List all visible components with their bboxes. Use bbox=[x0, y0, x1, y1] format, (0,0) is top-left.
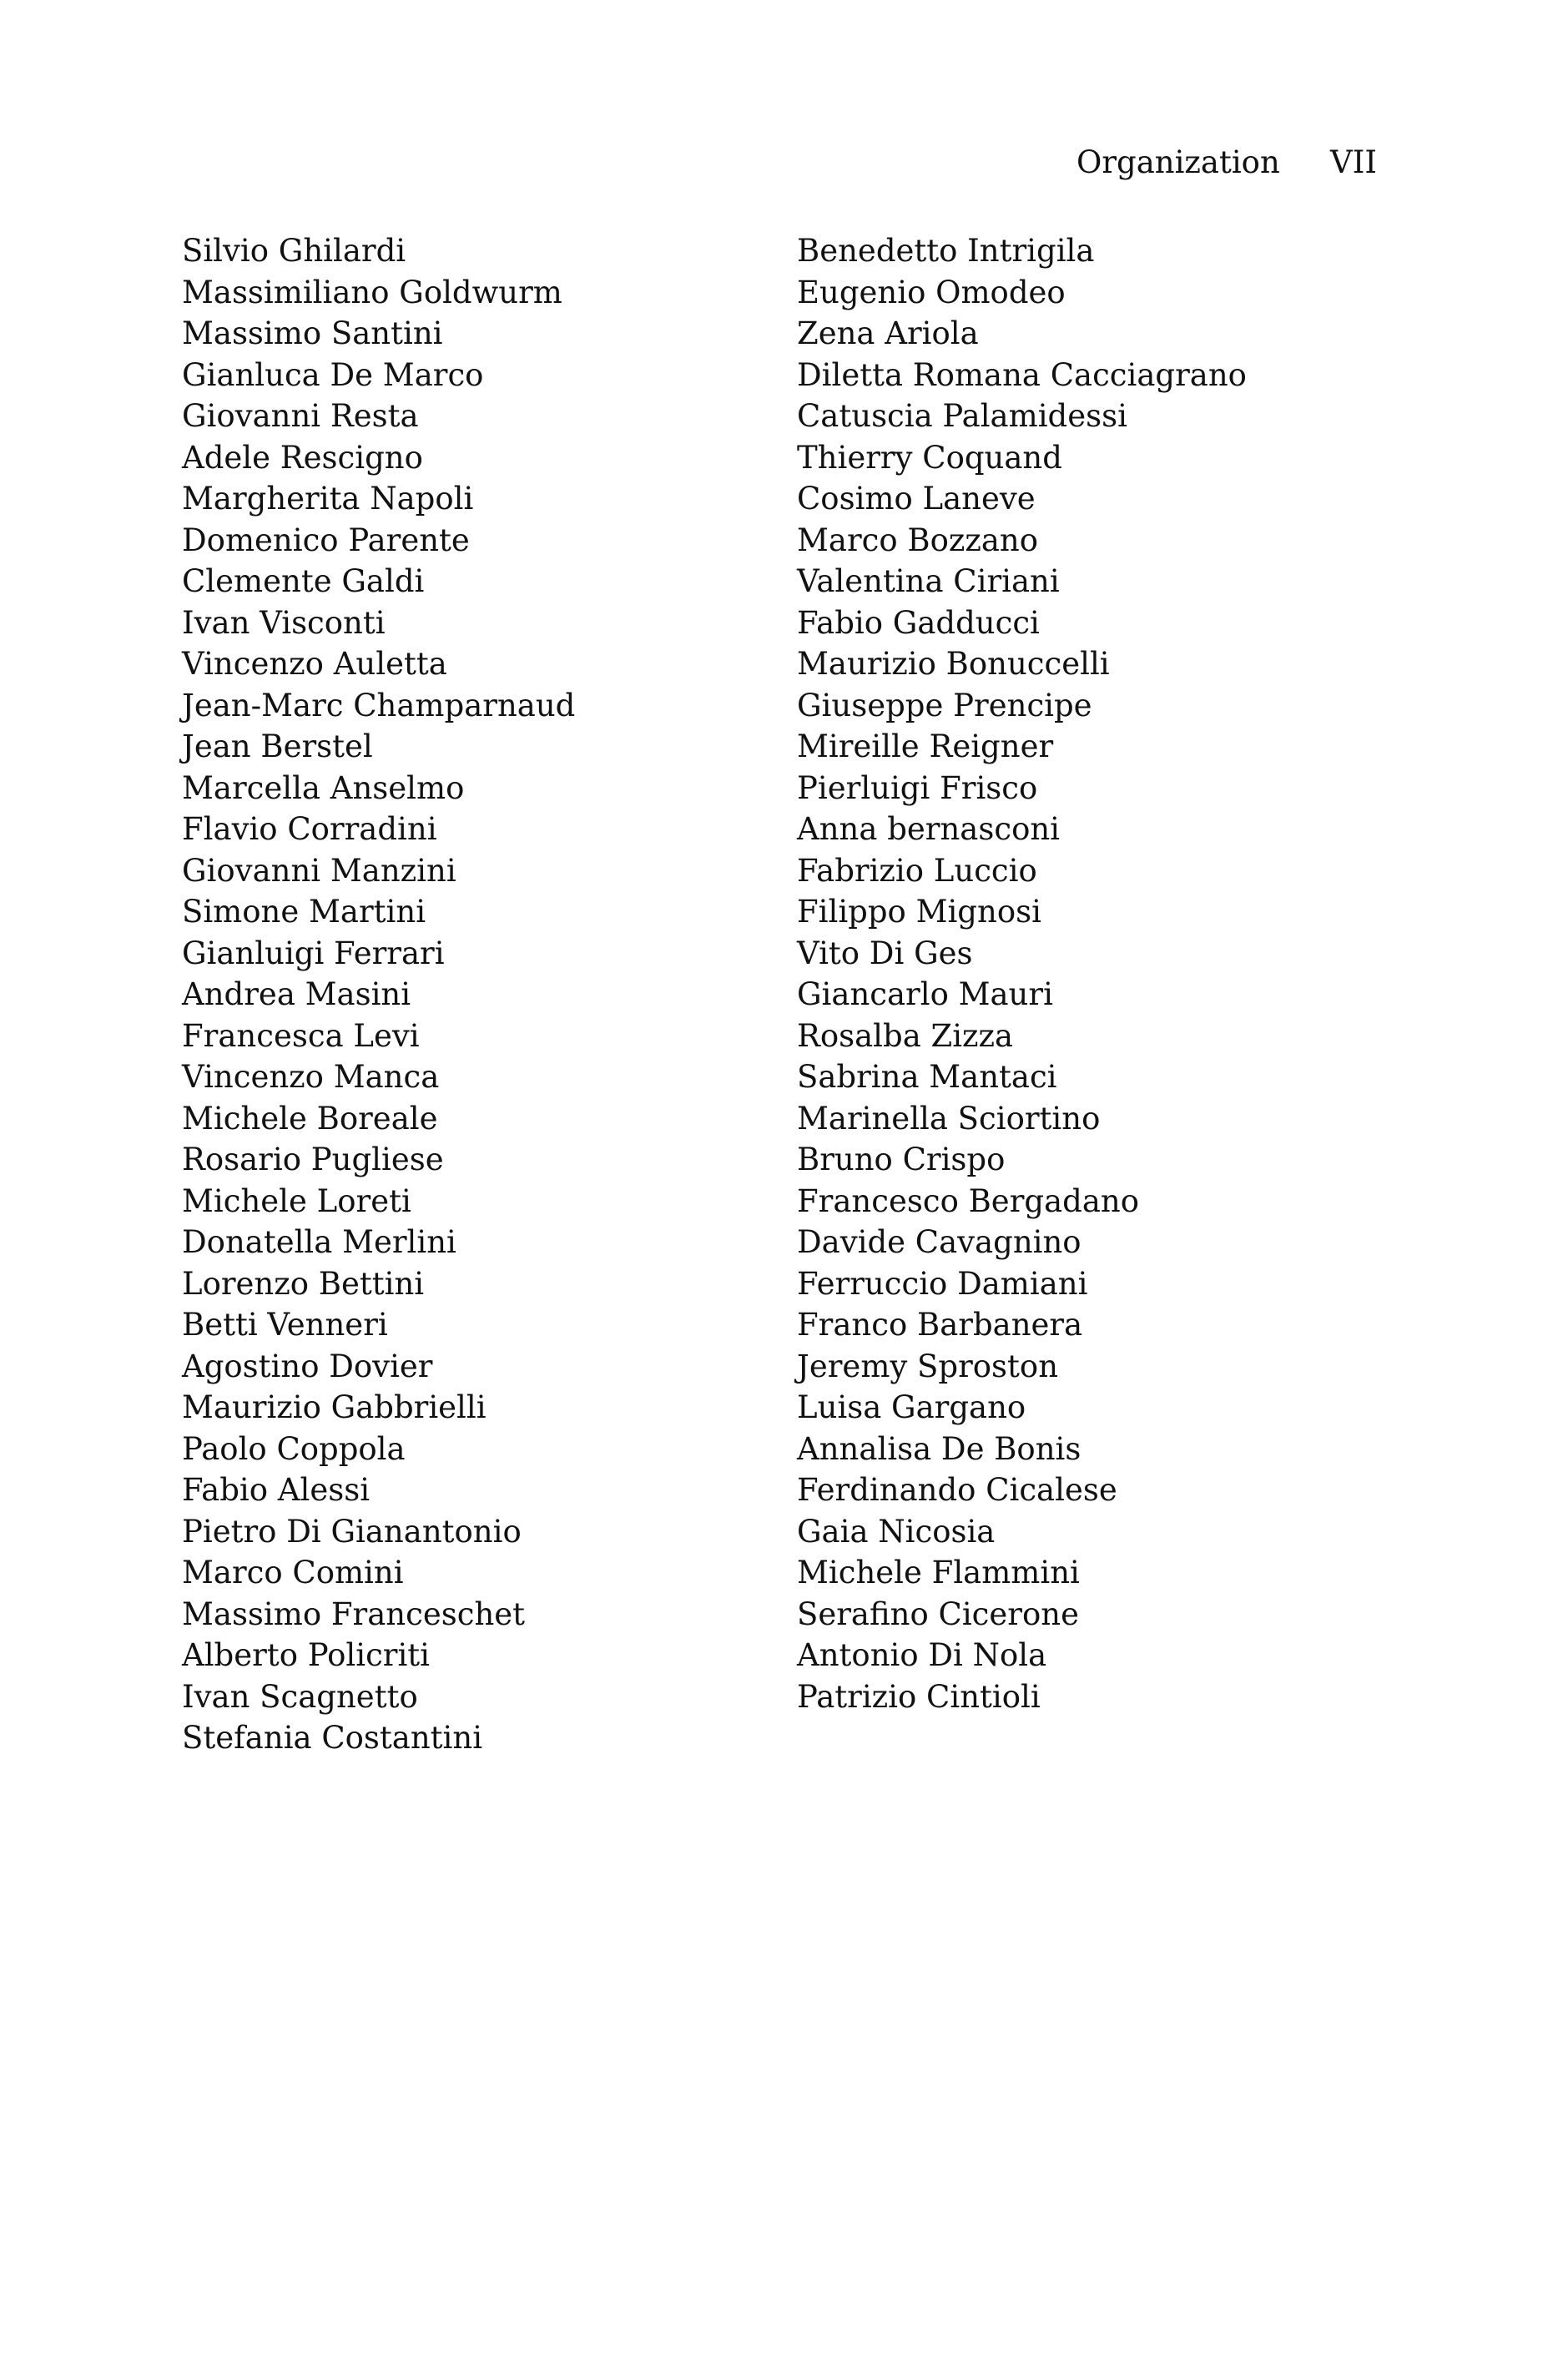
list-item: Michele Flammini bbox=[797, 1555, 1080, 1590]
list-item: Maurizio Bonuccelli bbox=[797, 646, 1110, 682]
list-item: Franco Barbanera bbox=[797, 1307, 1083, 1343]
list-item: Marco Bozzano bbox=[797, 522, 1039, 558]
list-item: Pierluigi Frisco bbox=[797, 769, 1038, 806]
list-item: Davide Cavagnino bbox=[797, 1224, 1081, 1260]
list-item: Massimo Santini bbox=[182, 315, 443, 351]
running-title: Organization bbox=[1076, 144, 1280, 180]
list-item: Massimiliano Goldwurm bbox=[182, 274, 562, 310]
list-item: Annalisa De Bonis bbox=[797, 1430, 1081, 1467]
list-item: Patrizio Cintioli bbox=[797, 1678, 1041, 1715]
list-item: Serafino Cicerone bbox=[797, 1595, 1079, 1632]
list-item: Sabrina Mantaci bbox=[797, 1059, 1057, 1095]
list-item: Margherita Napoli bbox=[182, 481, 474, 517]
list-item: Pietro Di Gianantonio bbox=[182, 1513, 522, 1550]
list-item: Ivan Visconti bbox=[182, 604, 386, 641]
list-item: Gianluigi Ferrari bbox=[182, 935, 445, 971]
list-item: Vincenzo Manca bbox=[182, 1059, 440, 1095]
list-item: Ferruccio Damiani bbox=[797, 1265, 1088, 1302]
list-item: Giuseppe Prencipe bbox=[797, 687, 1092, 723]
list-item: Rosario Pugliese bbox=[182, 1142, 444, 1177]
list-item: Paolo Coppola bbox=[182, 1430, 406, 1467]
list-item: Giovanni Manzini bbox=[182, 852, 456, 889]
page-number: VII bbox=[1330, 144, 1377, 180]
list-item: Stefania Costantini bbox=[182, 1720, 483, 1756]
list-item: Gianluca De Marco bbox=[182, 356, 484, 393]
list-item: Massimo Franceschet bbox=[182, 1595, 526, 1632]
list-item: Fabio Gadducci bbox=[797, 604, 1040, 641]
list-item: Jeremy Sproston bbox=[797, 1348, 1059, 1384]
list-item: Thierry Coquand bbox=[797, 439, 1062, 476]
list-item: Jean-Marc Champarnaud bbox=[182, 687, 576, 723]
list-item: Simone Martini bbox=[182, 894, 426, 930]
list-item: Benedetto Intrigila bbox=[797, 233, 1095, 269]
list-item: Francesco Bergadano bbox=[797, 1182, 1139, 1219]
list-item: Andrea Masini bbox=[182, 976, 411, 1012]
list-item: Marco Comini bbox=[182, 1555, 404, 1590]
list-item: Betti Venneri bbox=[182, 1307, 388, 1343]
list-item: Fabio Alessi bbox=[182, 1472, 371, 1508]
list-item: Luisa Gargano bbox=[797, 1389, 1026, 1425]
list-item: Cosimo Laneve bbox=[797, 481, 1036, 517]
list-item: Marcella Anselmo bbox=[182, 769, 465, 806]
list-item: Giovanni Resta bbox=[182, 398, 419, 434]
list-item: Gaia Nicosia bbox=[797, 1513, 996, 1550]
list-item: Antonio Di Nola bbox=[797, 1637, 1047, 1673]
list-item: Eugenio Omodeo bbox=[797, 274, 1066, 310]
list-item: Vito Di Ges bbox=[797, 935, 973, 971]
list-item: Marinella Sciortino bbox=[797, 1100, 1101, 1137]
list-item: Filippo Mignosi bbox=[797, 894, 1041, 930]
running-header bbox=[1076, 142, 1377, 184]
list-item: Bruno Crispo bbox=[797, 1142, 1006, 1177]
list-item: Agostino Dovier bbox=[182, 1348, 433, 1384]
name-list-right-column bbox=[797, 230, 1247, 1717]
list-item: Fabrizio Luccio bbox=[797, 852, 1037, 889]
list-item: Maurizio Gabbrielli bbox=[182, 1389, 487, 1425]
list-item: Michele Boreale bbox=[182, 1100, 438, 1137]
list-item: Zena Ariola bbox=[797, 315, 979, 351]
list-item: Lorenzo Bettini bbox=[182, 1265, 425, 1302]
list-item: Ivan Scagnetto bbox=[182, 1678, 418, 1715]
list-item: Jean Berstel bbox=[182, 728, 373, 764]
list-item: Giancarlo Mauri bbox=[797, 976, 1053, 1012]
list-item: Mireille Reigner bbox=[797, 728, 1054, 764]
list-item: Rosalba Zizza bbox=[797, 1017, 1014, 1054]
list-item: Catuscia Palamidessi bbox=[797, 398, 1127, 434]
list-item: Clemente Galdi bbox=[182, 563, 425, 599]
list-item: Francesca Levi bbox=[182, 1017, 420, 1054]
list-item: Adele Rescigno bbox=[182, 439, 423, 476]
list-item: Vincenzo Auletta bbox=[182, 646, 447, 682]
list-item: Flavio Corradini bbox=[182, 811, 437, 847]
list-item: Alberto Policriti bbox=[182, 1637, 431, 1673]
name-list-left-column bbox=[182, 230, 575, 1759]
list-item: Ferdinando Cicalese bbox=[797, 1472, 1117, 1508]
list-item: Silvio Ghilardi bbox=[182, 233, 406, 269]
list-item: Domenico Parente bbox=[182, 522, 470, 558]
list-item: Diletta Romana Cacciagrano bbox=[797, 356, 1247, 393]
list-item: Donatella Merlini bbox=[182, 1224, 456, 1260]
list-item: Valentina Ciriani bbox=[797, 563, 1060, 599]
list-item: Michele Loreti bbox=[182, 1182, 411, 1219]
list-item: Anna bernasconi bbox=[797, 811, 1061, 847]
